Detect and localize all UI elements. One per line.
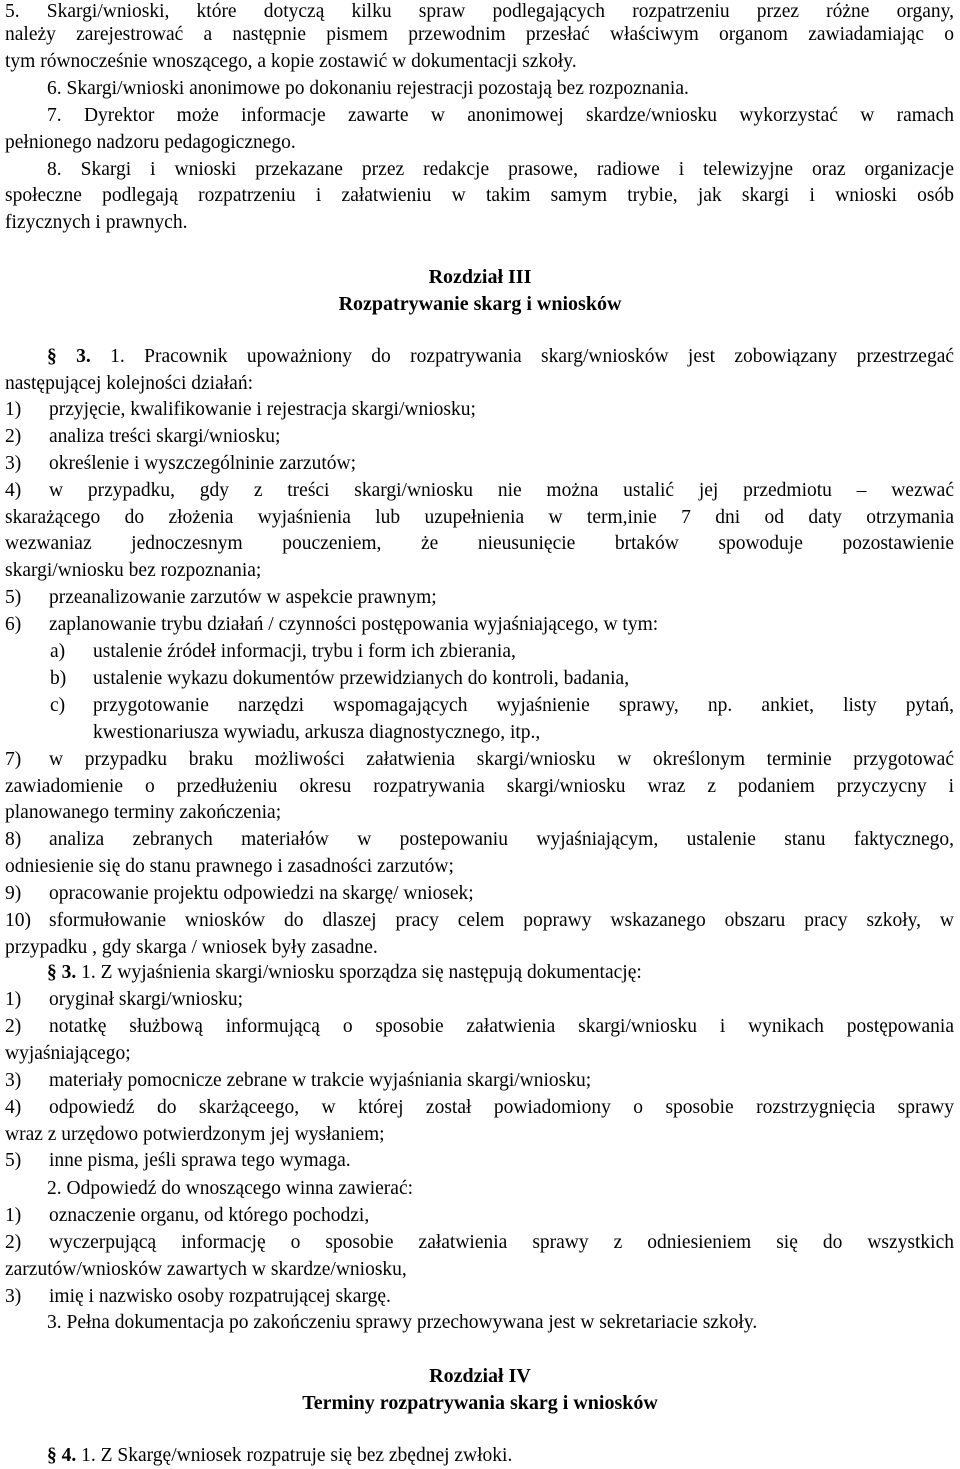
list-item-text: imię i nazwisko osoby rozpatrującej skargę. <box>49 1286 391 1307</box>
list-item-line <box>5 397 954 423</box>
list-item-line <box>50 666 954 692</box>
list-item-number: 4) <box>5 480 22 501</box>
list-item-text: oznaczenie organu, od którego pochodzi, <box>49 1205 370 1226</box>
section-paragraph <box>47 344 954 370</box>
list-item-number: b) <box>50 668 67 689</box>
list-item-text: oryginał skargi/wniosku; <box>49 989 244 1010</box>
list-item-number: 3) <box>5 1070 22 1091</box>
list-item-line: zarzutów/wniosków zawartych w skardze/wniosku, <box>5 1259 407 1280</box>
list-item-number: 3) <box>5 1286 22 1307</box>
list-item-number: 10) <box>5 910 31 931</box>
list-item-text: analiza treści skargi/wniosku; <box>49 426 281 447</box>
text-line: następującej kolejności działań: <box>5 373 253 394</box>
chapter-title: Rozdział III <box>428 266 532 288</box>
section-mark: § 4. <box>47 1445 77 1466</box>
list-item-line: odniesienie się do stanu prawnego i zasadności zarzutów; <box>5 856 454 877</box>
chapter-title: Rozdział IV <box>429 1365 531 1387</box>
list-item-line: skargi/wniosku bez rozpoznania; <box>5 560 262 581</box>
list-item-line: wyjaśniającego; <box>5 1043 131 1064</box>
list-item-text: odpowiedź do skarżąceego, w której został powiadomiony o sposobie rozstrzygnięcia sprawy <box>49 1097 954 1118</box>
list-item-text: określenie i wyszczególninie zarzutów; <box>49 453 357 474</box>
list-item-text: inne pisma, jeśli sprawa tego wymaga. <box>49 1150 351 1171</box>
list-item-text: przygotowanie narzędzi wspomagających wyjaśnienie sprawy, np. ankiet, listy pytań, <box>93 695 954 716</box>
list-item-line <box>5 478 954 504</box>
list-item-text: ustalenie źródeł informacji, trybu i form ich zbierania, <box>93 641 516 662</box>
list-item-text: w przypadku braku możliwości załatwienia skargi/wniosku w określonym terminie przygotować <box>49 749 954 770</box>
list-item-line <box>5 1148 954 1174</box>
list-item-line <box>5 827 954 853</box>
list-item-text: w przypadku, gdy z treści skargi/wniosku nie można ustalić jej przedmiotu – wezwać <box>49 480 954 501</box>
list-item-line <box>50 639 954 665</box>
list-item-line <box>5 747 954 773</box>
list-item-number: 5) <box>5 1150 22 1171</box>
text-line: pełnionego nadzoru pedagogicznego. <box>5 132 296 153</box>
section-text: 1. Z Skargę/wniosek rozpatruje się bez zbędnej zwłoki. <box>81 1445 513 1466</box>
text-line: 3. Pełna dokumentacja po zakończeniu sprawy przechowywana jest w sekretariacie szkoły. <box>47 1312 758 1333</box>
text-line: należy zarejestrować a następnie pismem przewodnim przesłać właściwym organom zawiadamiając o <box>5 24 954 45</box>
list-item-text: przeanalizowanie zarzutów w aspekcie prawnym; <box>49 587 437 608</box>
list-item-number: 1) <box>5 1205 22 1226</box>
list-item-line <box>5 1095 954 1121</box>
list-item-text: wyczerpującą informację o sposobie załatwienia sprawy z odniesieniem się do wszystkich <box>49 1232 954 1253</box>
list-item-number: 1) <box>5 399 22 420</box>
section-mark: § 3. <box>47 346 91 367</box>
text-line: społeczne podlegają rozpatrzeniu i załatwieniu w takim samym trybie, jak skargi i wnioski osób <box>5 185 954 206</box>
list-item-line <box>5 1230 954 1256</box>
text-line: 7. Dyrektor może informacje zawarte w anonimowej skardze/wniosku wykorzystać w ramach <box>47 105 954 126</box>
list-item-line: planowanego terminy zakończenia; <box>5 802 282 823</box>
list-item-line <box>50 693 954 719</box>
list-item-number: 3) <box>5 453 22 474</box>
list-item-number: a) <box>50 641 66 662</box>
list-item-line: zawiadomienie o przedłużeniu okresu rozpatrywania skargi/wniosku wraz z podaniem przyczycny i <box>5 776 954 797</box>
list-item-line <box>5 1068 954 1094</box>
text-line: 8. Skargi i wnioski przekazane przez redakcje prasowe, radiowe i telewizyjne oraz organizacje <box>47 159 954 180</box>
list-item-line <box>5 987 954 1013</box>
list-item-line: skarażącego do złożenia wyjaśnienia lub uzupełnienia w term,inie 7 dni od daty otrzymania <box>5 507 954 528</box>
list-item-text: analiza zebranych materiałów w postepowaniu wyjaśniającym, ustalenie stanu faktycznego, <box>49 829 954 850</box>
list-item-number: 7) <box>5 749 22 770</box>
list-item-line <box>5 1203 954 1229</box>
list-item-line <box>5 612 954 638</box>
section-text: 1. Z wyjaśnienia skargi/wniosku sporządza się następują dokumentację: <box>81 962 642 983</box>
list-item-text: przyjęcie, kwalifikowanie i rejestracja skargi/wniosku; <box>49 399 476 420</box>
list-item-number: 5) <box>5 587 22 608</box>
list-item-number: 2) <box>5 1232 22 1253</box>
section-text: 1. Pracownik upoważniony do rozpatrywania skarg/wniosków jest zobowiązany przestrzegać <box>110 346 955 367</box>
text-line: fizycznych i prawnych. <box>5 212 188 233</box>
section-mark: § 3. <box>47 962 77 983</box>
list-item-line <box>5 1284 954 1310</box>
list-item-line: kwestionariusza wywiadu, arkusza diagnostycznego, itp., <box>93 722 541 743</box>
text-line: 5. Skargi/wnioski, które dotyczą kilku spraw podlegających rozpatrzeniu przez różne organy, <box>5 1 954 22</box>
chapter-subtitle: Terminy rozpatrywania skarg i wniosków <box>302 1392 658 1414</box>
text-line: 6. Skargi/wnioski anonimowe po dokonaniu rejestracji pozostają bez rozpoznania. <box>47 78 689 99</box>
list-item-number: 2) <box>5 1016 22 1037</box>
chapter-subtitle: Rozpatrywanie skarg i wniosków <box>338 293 622 315</box>
list-item-line <box>5 585 954 611</box>
list-item-number: 6) <box>5 614 22 635</box>
list-item-line <box>5 908 954 934</box>
list-item-text: zaplanowanie trybu działań / czynności postępowania wyjaśniającego, w tym: <box>49 614 659 635</box>
list-item-text: opracowanie projektu odpowiedzi na skargę/ wniosek; <box>49 883 474 904</box>
list-item-text: ustalenie wykazu dokumentów przewidzianych do kontroli, badania, <box>93 668 630 689</box>
list-item-text: materiały pomocnicze zebrane w trakcie wyjaśniania skargi/wniosku; <box>49 1070 592 1091</box>
list-item-line <box>5 881 954 907</box>
list-item-text: sformułowanie wniosków do dlaszej pracy celem poprawy wskazanego obszaru pracy szkoły, w <box>49 910 954 931</box>
section-paragraph <box>47 1443 954 1469</box>
list-item-line: wraz z urzędowo potwierdzonym jej wysłaniem; <box>5 1124 385 1145</box>
list-item-number: 9) <box>5 883 22 904</box>
list-item-number: c) <box>50 695 66 716</box>
section-paragraph <box>47 960 954 986</box>
list-item-number: 2) <box>5 426 22 447</box>
list-item-line <box>5 424 954 450</box>
list-item-text: notatkę służbową informującą o sposobie załatwienia skargi/wniosku i wynikach postępowania <box>49 1016 954 1037</box>
list-item-line <box>5 1014 954 1040</box>
text-line: tym równocześnie wnoszącego, a kopie zostawić w dokumentacji szkoły. <box>5 51 577 72</box>
text-line: 2. Odpowiedź do wnoszącego winna zawierać: <box>47 1178 414 1199</box>
list-item-line: wezwaniaz jednoczesnym pouczeniem, że nieusunięcie brtaków spowoduje pozostawienie <box>5 533 954 554</box>
list-item-number: 1) <box>5 989 22 1010</box>
list-item-number: 4) <box>5 1097 22 1118</box>
list-item-line: przypadku , gdy skarga / wniosek były zasadne. <box>5 937 378 958</box>
list-item-number: 8) <box>5 829 22 850</box>
list-item-line <box>5 451 954 477</box>
